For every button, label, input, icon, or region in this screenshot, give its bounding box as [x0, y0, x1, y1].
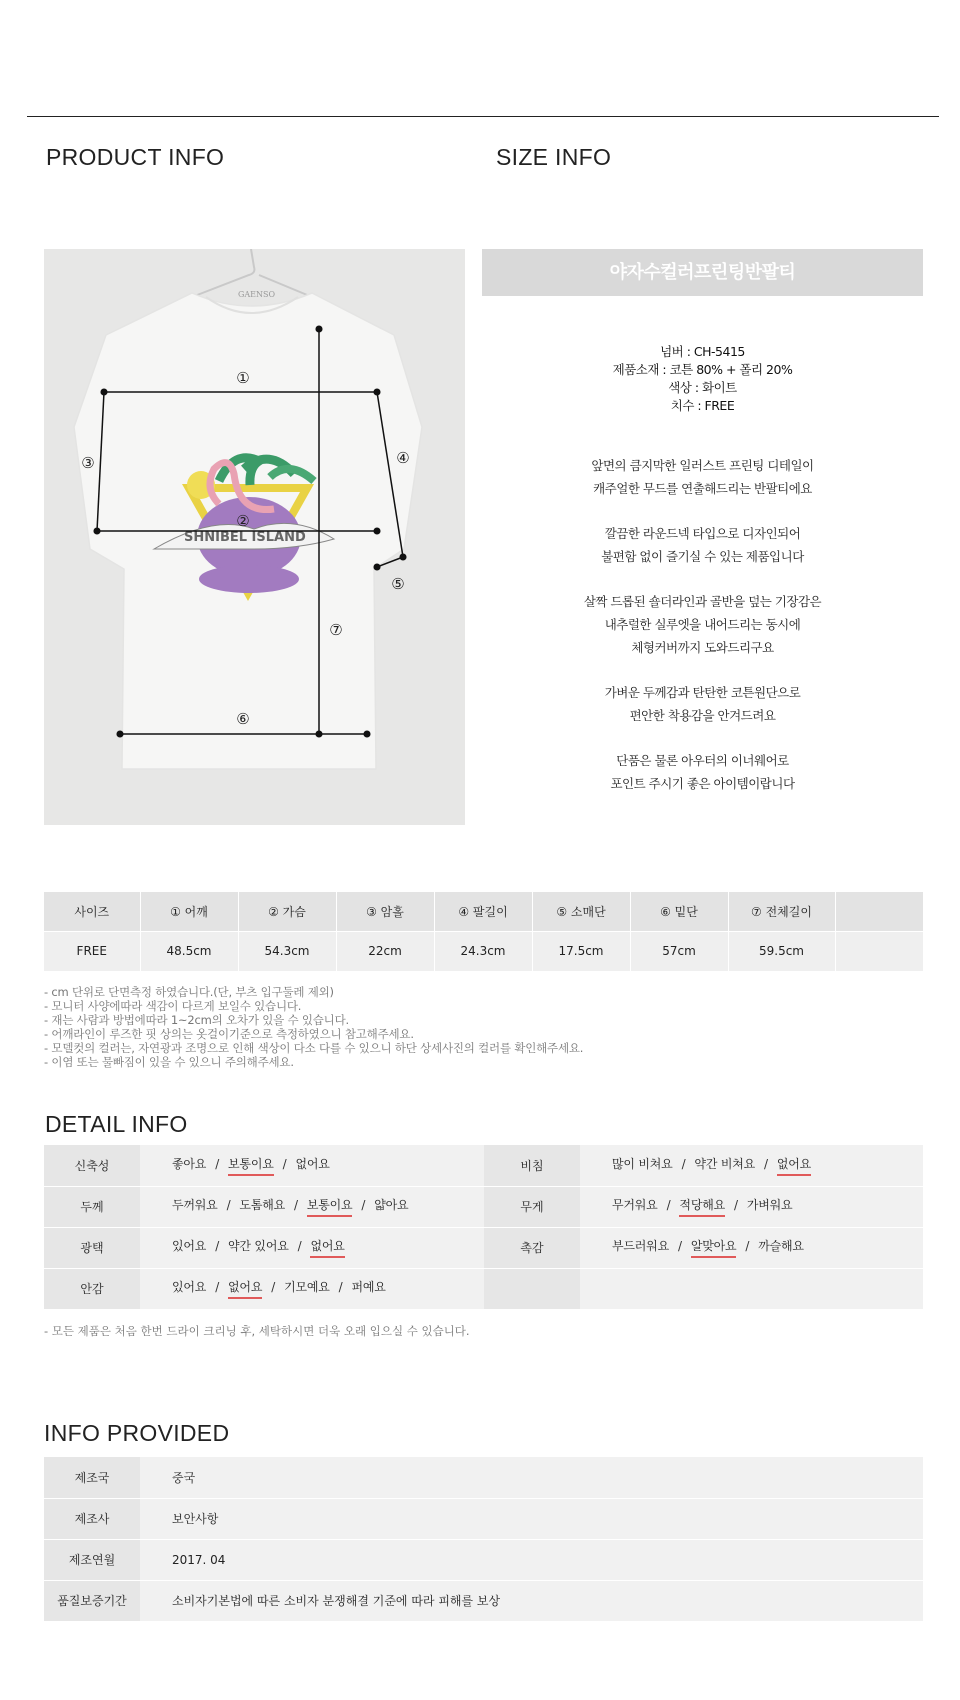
product-spec-list [482, 343, 923, 415]
detail-label: 촉감 [484, 1227, 580, 1268]
detail-row [44, 1227, 923, 1268]
detail-option: 약간 있어요 [228, 1239, 289, 1253]
product-info-heading: PRODUCT INFO [46, 144, 225, 170]
size-note: - 어깨라인이 루즈한 핏 상의는 옷걸이기준으로 측정하였으니 참고해주세요. [44, 1027, 414, 1041]
size-header-cell: ① 어깨 [140, 892, 238, 931]
detail-option: 있어요 [172, 1280, 207, 1294]
size-value-cell: FREE [44, 931, 140, 971]
info-label: 제조사 [44, 1498, 140, 1539]
option-separator: / [681, 1156, 686, 1171]
detail-option: 가벼워요 [746, 1198, 793, 1212]
detail-option: 퍼예요 [351, 1280, 386, 1294]
size-value-cell: 59.5cm [728, 931, 835, 971]
info-row-date [44, 1539, 923, 1580]
detail-label: 비침 [484, 1145, 580, 1186]
spec-number: 넘버 : CH-5415 [660, 344, 745, 359]
option-separator: / [282, 1156, 287, 1171]
size-note: - 모니터 사양에따라 색감이 다르게 보일수 있습니다. [44, 999, 302, 1013]
detail-option: 부드러워요 [612, 1239, 669, 1253]
option-separator: / [677, 1239, 682, 1253]
option-separator: / [666, 1198, 671, 1212]
size-value-cell: 54.3cm [238, 931, 336, 971]
detail-row [44, 1186, 923, 1227]
detail-option-selected: 없어요 [310, 1237, 344, 1258]
detail-info-heading: DETAIL INFO [45, 1111, 188, 1137]
detail-options [140, 1227, 484, 1268]
detail-options [140, 1186, 484, 1227]
detail-option-selected: 없어요 [228, 1278, 262, 1299]
info-value: 2017. 04 [140, 1539, 923, 1580]
option-separator: / [226, 1198, 231, 1212]
detail-option: 좋아요 [172, 1156, 207, 1171]
detail-options [580, 1145, 923, 1186]
size-header-cell: ② 가슴 [238, 892, 336, 931]
spec-size: 치수 : FREE [670, 398, 735, 413]
description-paragraph-5 [482, 749, 923, 795]
size-value-cell [835, 931, 924, 971]
info-value: 중국 [140, 1457, 923, 1498]
detail-options [580, 1186, 923, 1227]
size-value-cell: 24.3cm [434, 931, 532, 971]
marker-3: ③ [81, 454, 95, 472]
size-header-cell: ⑥ 밑단 [630, 892, 728, 931]
description-line: 캐주얼한 무드를 연출해드리는 반팔티에요 [593, 481, 812, 496]
product-name-banner: 야자수컬러프린팅반팔티 [482, 249, 923, 296]
description-line: 앞면의 큼지막한 일러스트 프린팅 디테일이 [591, 458, 814, 473]
detail-options [580, 1268, 923, 1309]
detail-label: 안감 [44, 1268, 140, 1309]
detail-label: 신축성 [44, 1145, 140, 1186]
description-line: 체형커버까지 도와드리구요 [631, 640, 774, 655]
marker-1: ① [236, 369, 250, 387]
print-text: SHNIBEL ISLAND [184, 530, 306, 545]
option-separator: / [297, 1239, 302, 1253]
size-header-cell: ⑦ 전체길이 [728, 892, 835, 931]
description-line: 내추럴한 실루엣을 내어드리는 동시에 [604, 617, 801, 632]
option-separator: / [338, 1280, 343, 1294]
option-separator: / [215, 1156, 220, 1171]
detail-option: 까슬해요 [758, 1239, 804, 1253]
size-header-cell: 사이즈 [44, 892, 140, 931]
info-label: 품질보증기간 [44, 1580, 140, 1621]
detail-option: 기모예요 [284, 1280, 330, 1294]
description-paragraph-1 [482, 454, 923, 500]
detail-label: 무게 [484, 1186, 580, 1227]
option-separator: / [271, 1280, 276, 1294]
size-note: - 이염 또는 물빠짐이 있을 수 있으니 주의해주세요. [44, 1055, 294, 1069]
marker-6: ⑥ [236, 710, 250, 728]
info-value: 소비자기본법에 따른 소비자 분쟁해결 기준에 따라 피해를 보상 [140, 1580, 923, 1621]
description-line: 깔끔한 라운드넥 타입으로 디자인되어 [604, 526, 801, 541]
size-value-cell: 17.5cm [532, 931, 630, 971]
tshirt-measurement-diagram [44, 249, 465, 825]
option-separator: / [734, 1198, 738, 1212]
detail-option: 많이 비쳐요 [612, 1156, 673, 1171]
detail-option-selected: 알맞아요 [691, 1237, 737, 1258]
info-provided-heading: INFO PROVIDED [44, 1420, 230, 1446]
detail-option: 두꺼워요 [172, 1198, 218, 1212]
size-note: - cm 단위로 단면측정 하였습니다.(단, 부츠 입구둘레 제외) [44, 985, 334, 999]
detail-row [44, 1268, 923, 1309]
detail-option-selected: 없어요 [777, 1155, 811, 1176]
marker-2: ② [236, 512, 250, 530]
size-header-cell: ④ 팔길이 [434, 892, 532, 931]
description-line: 단품은 물론 아우터의 이너웨어로 [616, 753, 789, 768]
option-separator: / [361, 1198, 366, 1212]
marker-5: ⑤ [391, 575, 405, 593]
size-header-cell [835, 892, 924, 931]
size-table-value-row [44, 931, 924, 971]
detail-info-table [44, 1145, 923, 1310]
description-line: 가벼운 두께감과 탄탄한 코튼원단으로 [604, 685, 801, 700]
option-separator: / [294, 1198, 298, 1212]
size-value-cell: 22cm [336, 931, 434, 971]
description-line: 불편함 없이 즐기실 수 있는 제품입니다 [601, 549, 804, 564]
option-separator: / [745, 1239, 750, 1253]
care-note: - 모든 제품은 처음 한번 드라이 크리닝 후, 세탁하시면 더욱 오래 입으실 수 있습니다. [44, 1324, 470, 1338]
size-header-cell: ⑤ 소매단 [532, 892, 630, 931]
marker-4: ④ [396, 449, 410, 467]
description-line: 포인트 주시기 좋은 아이템이랍니다 [610, 776, 795, 791]
detail-options [580, 1227, 923, 1268]
size-value-cell: 57cm [630, 931, 728, 971]
size-table-header-row [44, 892, 924, 931]
marker-7: ⑦ [329, 621, 343, 639]
detail-option: 있어요 [172, 1239, 207, 1253]
detail-option: 도톰해요 [239, 1198, 285, 1212]
info-value: 보안사항 [140, 1498, 923, 1539]
detail-options [140, 1268, 484, 1309]
detail-label: 두께 [44, 1186, 140, 1227]
info-label: 제조연월 [44, 1539, 140, 1580]
info-row-manufacturer [44, 1498, 923, 1539]
description-line: 살짝 드롭된 숄더라인과 골반을 덮는 기장감은 [583, 594, 822, 609]
option-separator: / [215, 1239, 220, 1253]
product-image [44, 249, 465, 825]
description-paragraph-3 [482, 590, 923, 659]
size-note: - 재는 사람과 방법에따라 1~2cm의 오차가 있을 수 있습니다. [44, 1013, 349, 1027]
detail-option-selected: 보통이요 [228, 1155, 274, 1176]
detail-row [44, 1145, 923, 1186]
spec-material: 제품소재 : 코튼 80% + 폴리 20% [612, 362, 793, 377]
detail-option: 약간 비쳐요 [694, 1156, 755, 1171]
size-value-cell: 48.5cm [140, 931, 238, 971]
detail-option-selected: 적당해요 [679, 1196, 725, 1217]
description-paragraph-4 [482, 681, 923, 727]
size-header-cell: ③ 암홀 [336, 892, 434, 931]
size-info-heading: SIZE INFO [496, 144, 612, 170]
size-notes [44, 985, 583, 1069]
option-separator: / [764, 1156, 768, 1171]
description-line: 편안한 착용감을 안겨드려요 [629, 708, 776, 723]
info-row-warranty [44, 1580, 923, 1621]
detail-option: 얇아요 [374, 1198, 409, 1212]
info-row-country [44, 1457, 923, 1498]
detail-options [140, 1145, 484, 1186]
size-note: - 모델컷의 컬러는, 자연광과 조명으로 인해 색상이 다소 다를 수 있으니 하단 상세사진의 컬러를 확인해주세요. [44, 1041, 584, 1055]
option-separator: / [215, 1280, 220, 1294]
size-table [44, 892, 924, 971]
description-paragraph-2 [482, 522, 923, 568]
detail-label [484, 1268, 580, 1309]
detail-label: 광택 [44, 1227, 140, 1268]
info-label: 제조국 [44, 1457, 140, 1498]
info-provided-table [44, 1457, 923, 1622]
detail-option: 무거워요 [612, 1198, 658, 1212]
detail-option: 없어요 [295, 1156, 330, 1171]
top-divider [27, 116, 939, 117]
spec-color: 색상 : 화이트 [668, 380, 737, 395]
hanger-brand: GAENSO [238, 290, 276, 299]
detail-option-selected: 보통이요 [307, 1196, 353, 1217]
